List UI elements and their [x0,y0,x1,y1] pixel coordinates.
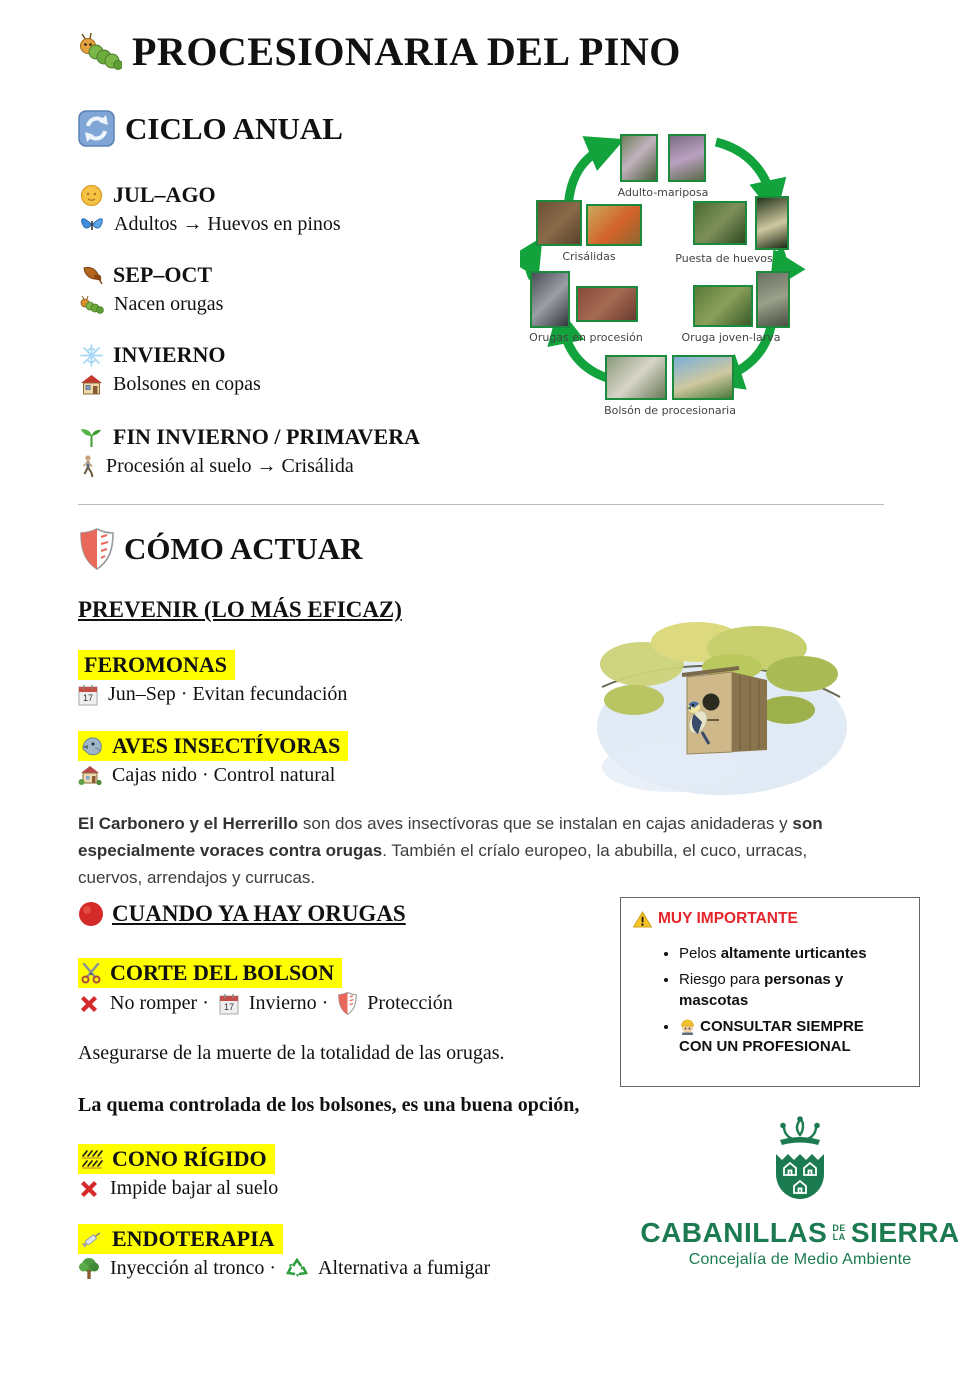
cycle-item-primavera-desc [80,455,354,478]
photo-puesta-2 [755,196,789,250]
corte-title: CORTE DEL BOLSON [110,960,335,985]
aves-title: AVES INSECTÍVORAS [112,733,341,758]
asegurarse-text: Asegurarse de la muerte de la totalidad de las orugas. [78,1042,505,1064]
cycle-item-sepoct [80,262,212,288]
cycle-item-invierno-desc [80,373,261,396]
feromonas-title: FEROMONAS [78,650,235,680]
butterfly-icon [80,214,104,235]
aves-paragraph [78,810,830,892]
page-title-row [76,28,681,75]
quema-text: La quema controlada de los bolsones, es una buena opción, [78,1094,580,1116]
photo-orugas-2 [576,286,638,322]
house-garden-icon [78,765,102,786]
logo-name-row [640,1217,960,1249]
cycle-period: SEP–OCT [113,262,213,287]
caterpillar-icon [76,32,122,72]
nest-box-illustration [582,602,860,802]
diagram-label-orugas: Orugas en procesión [529,331,643,344]
diagram-label-puesta: Puesta de huevos [675,252,773,265]
important-bullet: • Riesgo para personas y mascotas [679,970,891,1011]
cabanillas-logo [640,1116,960,1269]
cuando-heading: CUANDO YA HAY ORUGAS [112,901,406,926]
cross-mark-icon [78,993,100,1015]
important-warning-box [620,897,920,1087]
diagram-label-joven: Oruga joven-larva [681,331,781,344]
cono-title-hl [78,1144,275,1175]
important-header [633,910,919,928]
important-bullet-list [621,944,919,1057]
paragraph-bold-1: El Carbonero y el Herrerillo [78,814,299,833]
cycle-desc: Nacen orugas [114,293,224,315]
seedling-icon [80,427,103,448]
svg-text:17: 17 [82,692,94,703]
photo-crisalidas-2 [586,204,642,246]
endoterapia-inyeccion: Inyección al tronco · [110,1257,277,1279]
syringe-icon [80,1228,104,1250]
ciclo-heading: CICLO ANUAL [125,110,343,146]
hatch-cone-icon [80,1148,104,1170]
logo-name-1: CABANILLAS [640,1217,828,1248]
photo-crisalidas-1 [536,200,582,246]
paragraph-normal-2: . También el críalo europeo, la abubilla, el cuco, urracas, cuervos, arrendajos y currucas. [78,841,808,888]
logo-subtitle: Concejalía de Medio Ambiente [688,1251,912,1268]
photo-bolson-2 [672,355,734,400]
photo-joven-2 [756,271,790,328]
aves-desc-row [78,764,335,787]
photo-puesta-1 [693,201,747,245]
photo-orugas-1 [530,271,570,328]
prevenir-heading: PREVENIR (LO MÁS EFICAZ) [78,597,402,622]
shield-icon [338,992,357,1015]
paragraph-normal-1: son dos aves insectívoras que se instalan en cajas anidaderas y [298,814,793,833]
cycle-item-julago [80,182,216,208]
life-cycle-diagram [520,128,960,420]
photo-joven-1 [693,285,753,327]
cycle-period: JUL–AGO [113,182,216,207]
svg-text:17: 17 [223,1001,234,1012]
corte-title-hl [78,958,342,989]
calendar-icon [219,993,239,1015]
diagram-label-bolson: Bolsón de procesionaria [604,404,736,417]
corte-desc-row [78,992,453,1015]
cycle-arrows [520,128,960,420]
page-title: PROCESIONARIA DEL PINO [132,29,681,74]
fallen-leaf-icon [80,264,103,286]
feromonas-desc: Jun–Sep · Evitan fecundación [108,683,348,705]
important-title: MUY IMPORTANTE [658,910,798,927]
cuando-heading-row [78,901,406,927]
endoterapia-desc-row [78,1257,490,1280]
calendar-icon [78,684,98,706]
photo-adult-moth-2 [668,134,706,182]
bird-icon [80,735,104,757]
caterpillar-icon [80,296,104,314]
cono-desc: Impide bajar al suelo [110,1177,279,1199]
cycle-item-sepoct-desc [80,293,223,316]
important-bullet: • Pelos altamente urticantes [679,944,891,964]
cycle-item-julago-desc [80,213,341,236]
sun-icon [80,184,103,207]
logo-de-la: DE LA [832,1222,846,1242]
house-icon [80,374,103,395]
red-circle-icon [78,901,104,927]
corte-invierno: Invierno · [248,992,329,1014]
walking-person-icon [80,455,96,478]
section-divider [78,504,884,505]
endoterapia-title: ENDOTERAPIA [112,1226,275,1251]
tree-icon [78,1257,100,1280]
ciclo-heading-row [78,110,343,147]
cycle-item-primavera [80,424,420,450]
aves-desc: Cajas nido · Control natural [112,764,336,786]
cycle-desc: Procesión al suelo → Crisálida [106,455,354,477]
feromonas-title-hl [78,650,235,680]
logo-name-2: SIERRA [850,1217,960,1248]
scissors-icon [80,962,102,984]
cono-title: CONO RÍGIDO [112,1146,267,1171]
cycle-desc: Adultos → Huevos en pinos [114,213,341,235]
feromonas-desc-row [78,683,347,706]
cycle-period: INVIERNO [113,342,226,367]
corte-proteccion: Protección [367,992,453,1014]
cono-desc-row [78,1177,278,1200]
important-bullet: • CONSULTAR SIEMPRE CON UN PROFESIONAL [679,1017,891,1058]
actuar-heading: CÓMO ACTUAR [124,531,363,566]
cycle-item-invierno [80,342,225,368]
diagram-label-adulto: Adulto-mariposa [617,186,709,199]
cabanillas-crest [740,1116,860,1212]
paragraph-bold-2: son especialmente voraces contra orugas [78,814,823,861]
corte-no-romper: No romper · [110,992,209,1014]
worker-icon [679,1018,696,1035]
shield-icon [80,528,114,570]
photo-adult-moth-1 [620,134,658,182]
cycle-period: FIN INVIERNO / PRIMAVERA [113,424,421,449]
endoterapia-alternativa: Alternativa a fumigar [318,1257,491,1279]
photo-bolson-1 [605,355,667,400]
cycle-desc: Bolsones en copas [113,373,261,395]
diagram-label-crisalidas: Crisálidas [562,250,616,263]
recycle-icon [286,1258,308,1280]
warning-icon [633,911,652,928]
cross-mark-icon [78,1178,100,1200]
aves-title-hl [78,731,348,762]
actuar-heading-row [80,528,363,570]
snowflake-icon [80,344,103,367]
cycle-arrows-icon [78,110,115,147]
endoterapia-title-hl [78,1224,283,1255]
